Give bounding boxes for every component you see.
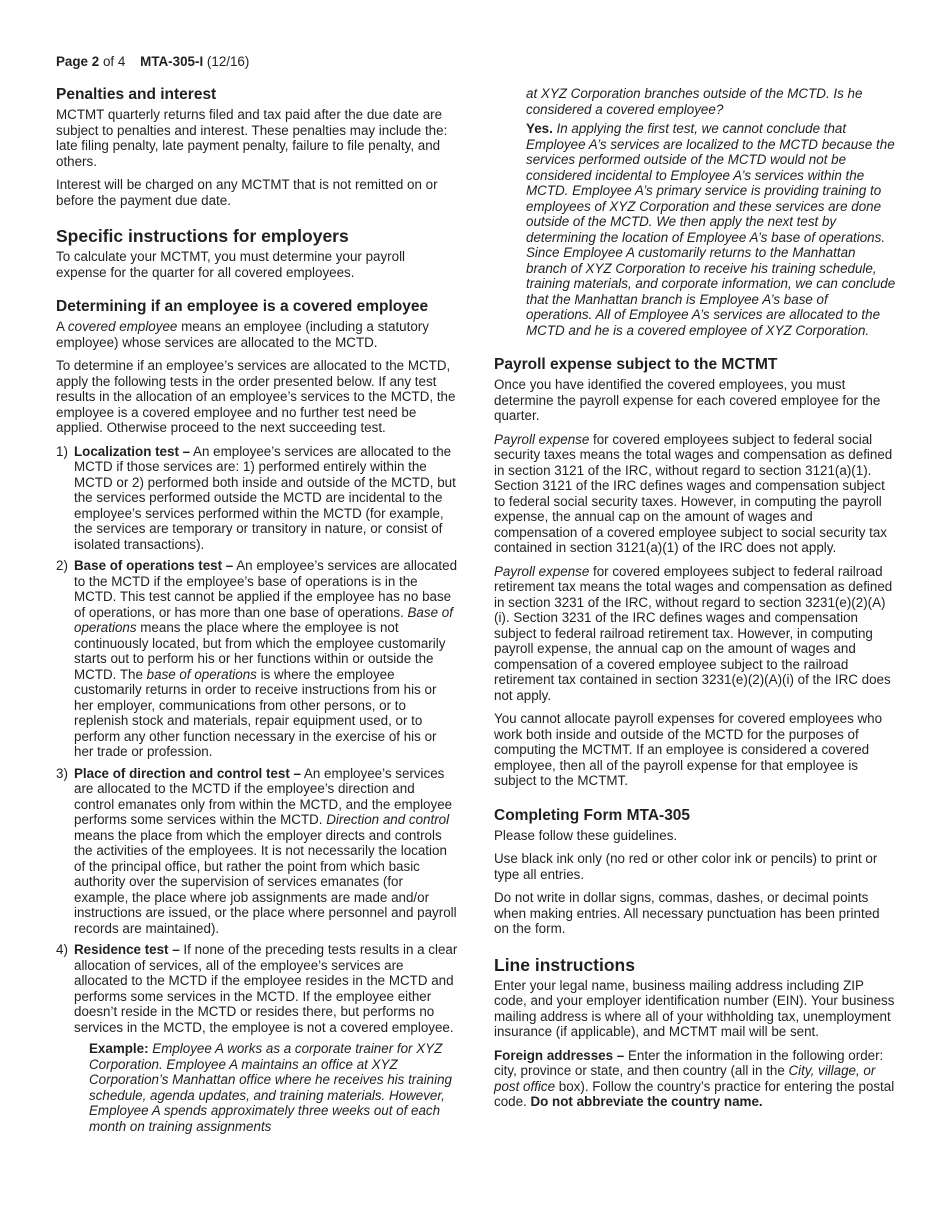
- page-label: Page: [56, 54, 89, 69]
- penalties-paragraph-1: MCTMT quarterly returns filed and tax paid after the due date are subject to penalties and interest. These penalties may include the: late filing penalty, late payment penalty, failure to file penalty, and others.: [56, 107, 448, 169]
- completing-paragraph-1: Please follow these guidelines.: [494, 827, 678, 843]
- completing-form-title: Completing Form MTA-305: [494, 806, 691, 824]
- payroll-paragraph-1: Once you have identified the covered employees, you must determine the payroll expense for each covered employee for the quarter.: [494, 377, 881, 423]
- covered-employee-tests-intro: To determine if an employee’s services are allocated to the MCTD, apply the following tests in the order presented below. If any test results in the allocation of an employee’s services to the MCTD, the employee is a covered employee and no further test need be applied. Otherwise proceed to the next succeeding test.: [56, 358, 456, 435]
- base-of-operations-test: 2) Base of operations test – An employee’s services are allocated to the MCTD if the employee’s base of operations is in the MCTD. This test cannot be applied if the employee has no base of operations, or has more than one base of operations. Base of operations means the place where the employee is not continuously located, but from which the employee customarily starts out to perform his or her functions within or outside the MCTD. The base of operations is where the employee customarily returns in order to receive instructions from his or her employer, communications from other persons, or to replenish stock and materials, repair equipment used, or to perform any other function necessary in the exercise of his or her trade or profession.: [56, 558, 458, 759]
- form-date: (12/16): [206, 54, 250, 69]
- example-continuation: at XYZ Corporation branches outside of the MCTD. Is he considered a covered employee?: [526, 86, 863, 117]
- right-column: [494, 86, 896, 1118]
- allocation-tests-list: [56, 444, 458, 1036]
- specific-instructions-title: Specific instructions for employers: [56, 226, 349, 246]
- covered-employee-definition: A covered employee means an employee (including a statutory employee) whose services are allocated to the MCTD.: [56, 319, 429, 350]
- payroll-paragraph-2: Payroll expense for covered employees subject to federal social security taxes means the total wages and compensation as defined in section 3121 of the IRC, without regard to section 3121(a)(1). Section 3121 of the IRC defines wages and compensation subject to federal social security taxes. However, in computing the payroll expense, the annual cap on the amount of wages and compensation of a covered employee subject to social security tax contained in section 3121(a)(1) of the IRC does not apply.: [494, 431, 893, 555]
- penalties-title: Penalties and interest: [56, 86, 217, 103]
- payroll-paragraph-3: Payroll expense for covered employees subject to federal railroad retirement tax means the total wages and compensation as defined in section 3231 of the IRC, without regard to section 3231(e)(2)(A)(i). Section 3231 of the IRC defines wages and compensation subject to federal railroad retirement tax. However, in computing payroll expense, the annual cap on the amount of wages and compensation of a covered employee subject to the railroad retirement tax contained in section 3231(e)(2)(A)(i) of the IRC does not apply.: [494, 563, 893, 703]
- localization-test: 1) Localization test – An employee’s services are allocated to the MCTD if those services are: 1) performed entirely within the MCTD or 2) performed both inside and outside of the MCTD, but the services performed outside the MCTD are incidental to the employee’s services performed within the MCTD (for example, the services are temporary or transitory in nature, or consist of isolated transactions).: [56, 443, 456, 552]
- covered-employee-title: Determining if an employee is a covered employee: [56, 298, 429, 315]
- page-number: 2: [91, 54, 100, 69]
- residence-test: 4) Residence test – If none of the preceding tests results in a clear allocation of services, all of the employee’s services are allocated to the MCTD if the employee resides in the MCTD and performs some services in the MCTD. If the employee either doesn’t reside in the MCTD or resides there, but performs no services in the MCTD, the employee is not a covered employee.: [56, 942, 458, 1035]
- example-answer: Yes. In applying the first test, we cannot conclude that Employee A’s services are localized to the MCTD because the services performed outside of the MCTD would not be considered incidental to Employee A’s services within the MCTD. Employee A’s primary service is providing training to employees of XYZ Corporation and these services are done outside of the MCTD. We then apply the next test by determining the location of Employee A’s base of operations. Since Employee A customarily returns to the Manhattan branch of XYZ Corporation to receive his training schedule, training materials, and corporate information, we can conclude that the Manhattan branch is Employee A’s base of operations. All of Employee A’s services are allocated to the MCTD and he is a covered employee of XYZ Corporation.: [526, 121, 896, 338]
- page-header: [56, 54, 249, 70]
- payroll-paragraph-4: You cannot allocate payroll expenses for covered employees who work both inside and outside of the MCTD for the purposes of computing the MCTMT. If an employee is considered a covered employee, then all of the payroll expense for that employee is subject to the MCTMT.: [494, 711, 883, 788]
- payroll-expense-title: Payroll expense subject to the MCTMT: [494, 356, 778, 373]
- example-paragraph: Example: Employee A works as a corporate trainer for XYZ Corporation. Employee A maintains an office at XYZ Corporation’s Manhattan office where he receives his training schedule, agenda updates, and training materials. However, Employee A spends approximately three weeks out of each month on training assignments: [89, 1041, 452, 1134]
- page-of: of 4: [102, 54, 126, 69]
- line-instructions-paragraph: Enter your legal name, business mailing address including ZIP code, and your employer identification number (EIN). Your business mailing address is where all of your withholding tax, unemployment insurance (if applicable), and MCTMT mail will be sent.: [494, 977, 895, 1039]
- form-id: MTA-305-I: [140, 54, 204, 69]
- left-column: [56, 86, 458, 1134]
- line-instructions-title: Line instructions: [494, 954, 635, 975]
- completing-paragraph-2: Use black ink only (no red or other color ink or pencils) to print or type all entries.: [494, 851, 878, 882]
- specific-instructions-paragraph: To calculate your MCTMT, you must determine your payroll expense for the quarter for all covered employees.: [56, 249, 406, 280]
- completing-paragraph-3: Do not write in dollar signs, commas, dashes, or decimal points when making entries. All necessary punctuation has been printed on the form.: [494, 890, 880, 936]
- penalties-paragraph-2: Interest will be charged on any MCTMT that is not remitted on or before the payment due date.: [56, 177, 438, 208]
- foreign-addresses-paragraph: Foreign addresses – Enter the information in the following order: city, province or state, and then country (all in the City, village, or post office box). Follow the country’s practice for entering the postal code. Do not abbreviate the country name.: [494, 1047, 895, 1109]
- direction-and-control-test: 3) Place of direction and control test – An employee’s services are allocated to the MCTD if the employee’s direction and control emanates only from within the MCTD, and the employee performs some services within the MCTD. Direction and control means the place from which the employer directs and controls the activities of the employees. It is not necessarily the location of the principal office, but rather the point from which basic authority over the supervision of services emanates (for example, the place where job assignments are made and/or instructions are issued, or the place where personnel and payroll records are maintained).: [56, 765, 457, 936]
